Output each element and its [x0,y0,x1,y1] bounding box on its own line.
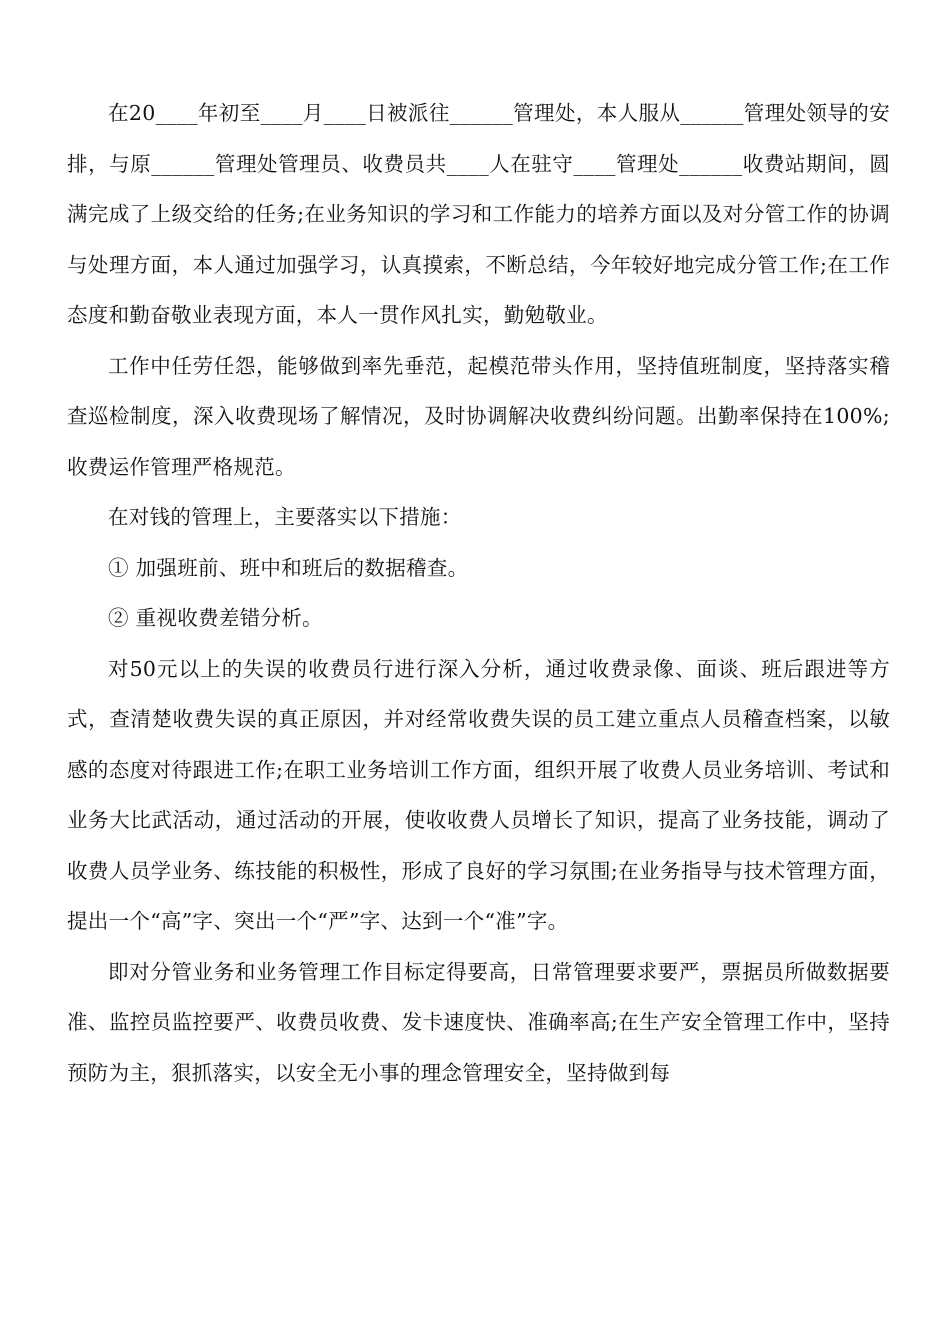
paragraph-money-management: 在对钱的管理上，主要落实以下措施： [108,505,462,529]
list-item-error-analysis: ② 重视收费差错分析。 [108,606,323,630]
document-body [67,88,890,1098]
paragraph-error-handling-training: 对50元以上的失误的收费员行进行深入分析，通过收费录像、面谈、班后跟进等方式，查清楚收费失误的真正原因，并对经常收费失误的员工建立重点人员稽查档案，以敏感的态度对待跟进工作;在职工业务培训工作方面，组织开展了收费人员业务培训、考试和业务大比武活动，通过活动的开展，使收收费人员增长了知识，提高了业务技能，调动了收费人员学业务、练技能的积极性，形成了良好的学习氛围;在业务指导与技术管理方面，提出一个“高”字、突出一个“严”字、达到一个“准”字。 [67,656,890,933]
paragraph-work-attitude: 工作中任劳任怨，能够做到率先垂范，起模范带头作用，坚持值班制度，坚持落实稽查巡检制度，深入收费现场了解情况，及时协调解决收费纠纷问题。出勤率保持在100%;收费运作管理严格规范。 [67,353,890,479]
list-item-data-check: ① 加强班前、班中和班后的数据稽查。 [108,555,469,580]
paragraph-assignment: 在20____年初至____月____日被派往______管理处，本人服从______管理处领导的安排，与原______管理处管理员、收费员共____人在驻守____管理处______收费站期间，圆满完成了上级交给的任务;在业务知识的学习和工作能力的培养方面以及对分管工作的协调与处理方面，本人通过加强学习，认真摸索，不断总结，今年较好地完成分管工作;在工作态度和勤奋敬业表现方面，本人一贯作风扎实，勤勉敬业。 [67,101,890,327]
paragraph-management-goals: 即对分管业务和业务管理工作目标定得要高，日常管理要求要严，票据员所做数据要准、监控员监控要严、收费员收费、发卡速度快、准确率高;在生产安全管理工作中，坚持预防为主，狠抓落实，以安全无小事的理念管理安全，坚持做到每 [67,959,890,1085]
